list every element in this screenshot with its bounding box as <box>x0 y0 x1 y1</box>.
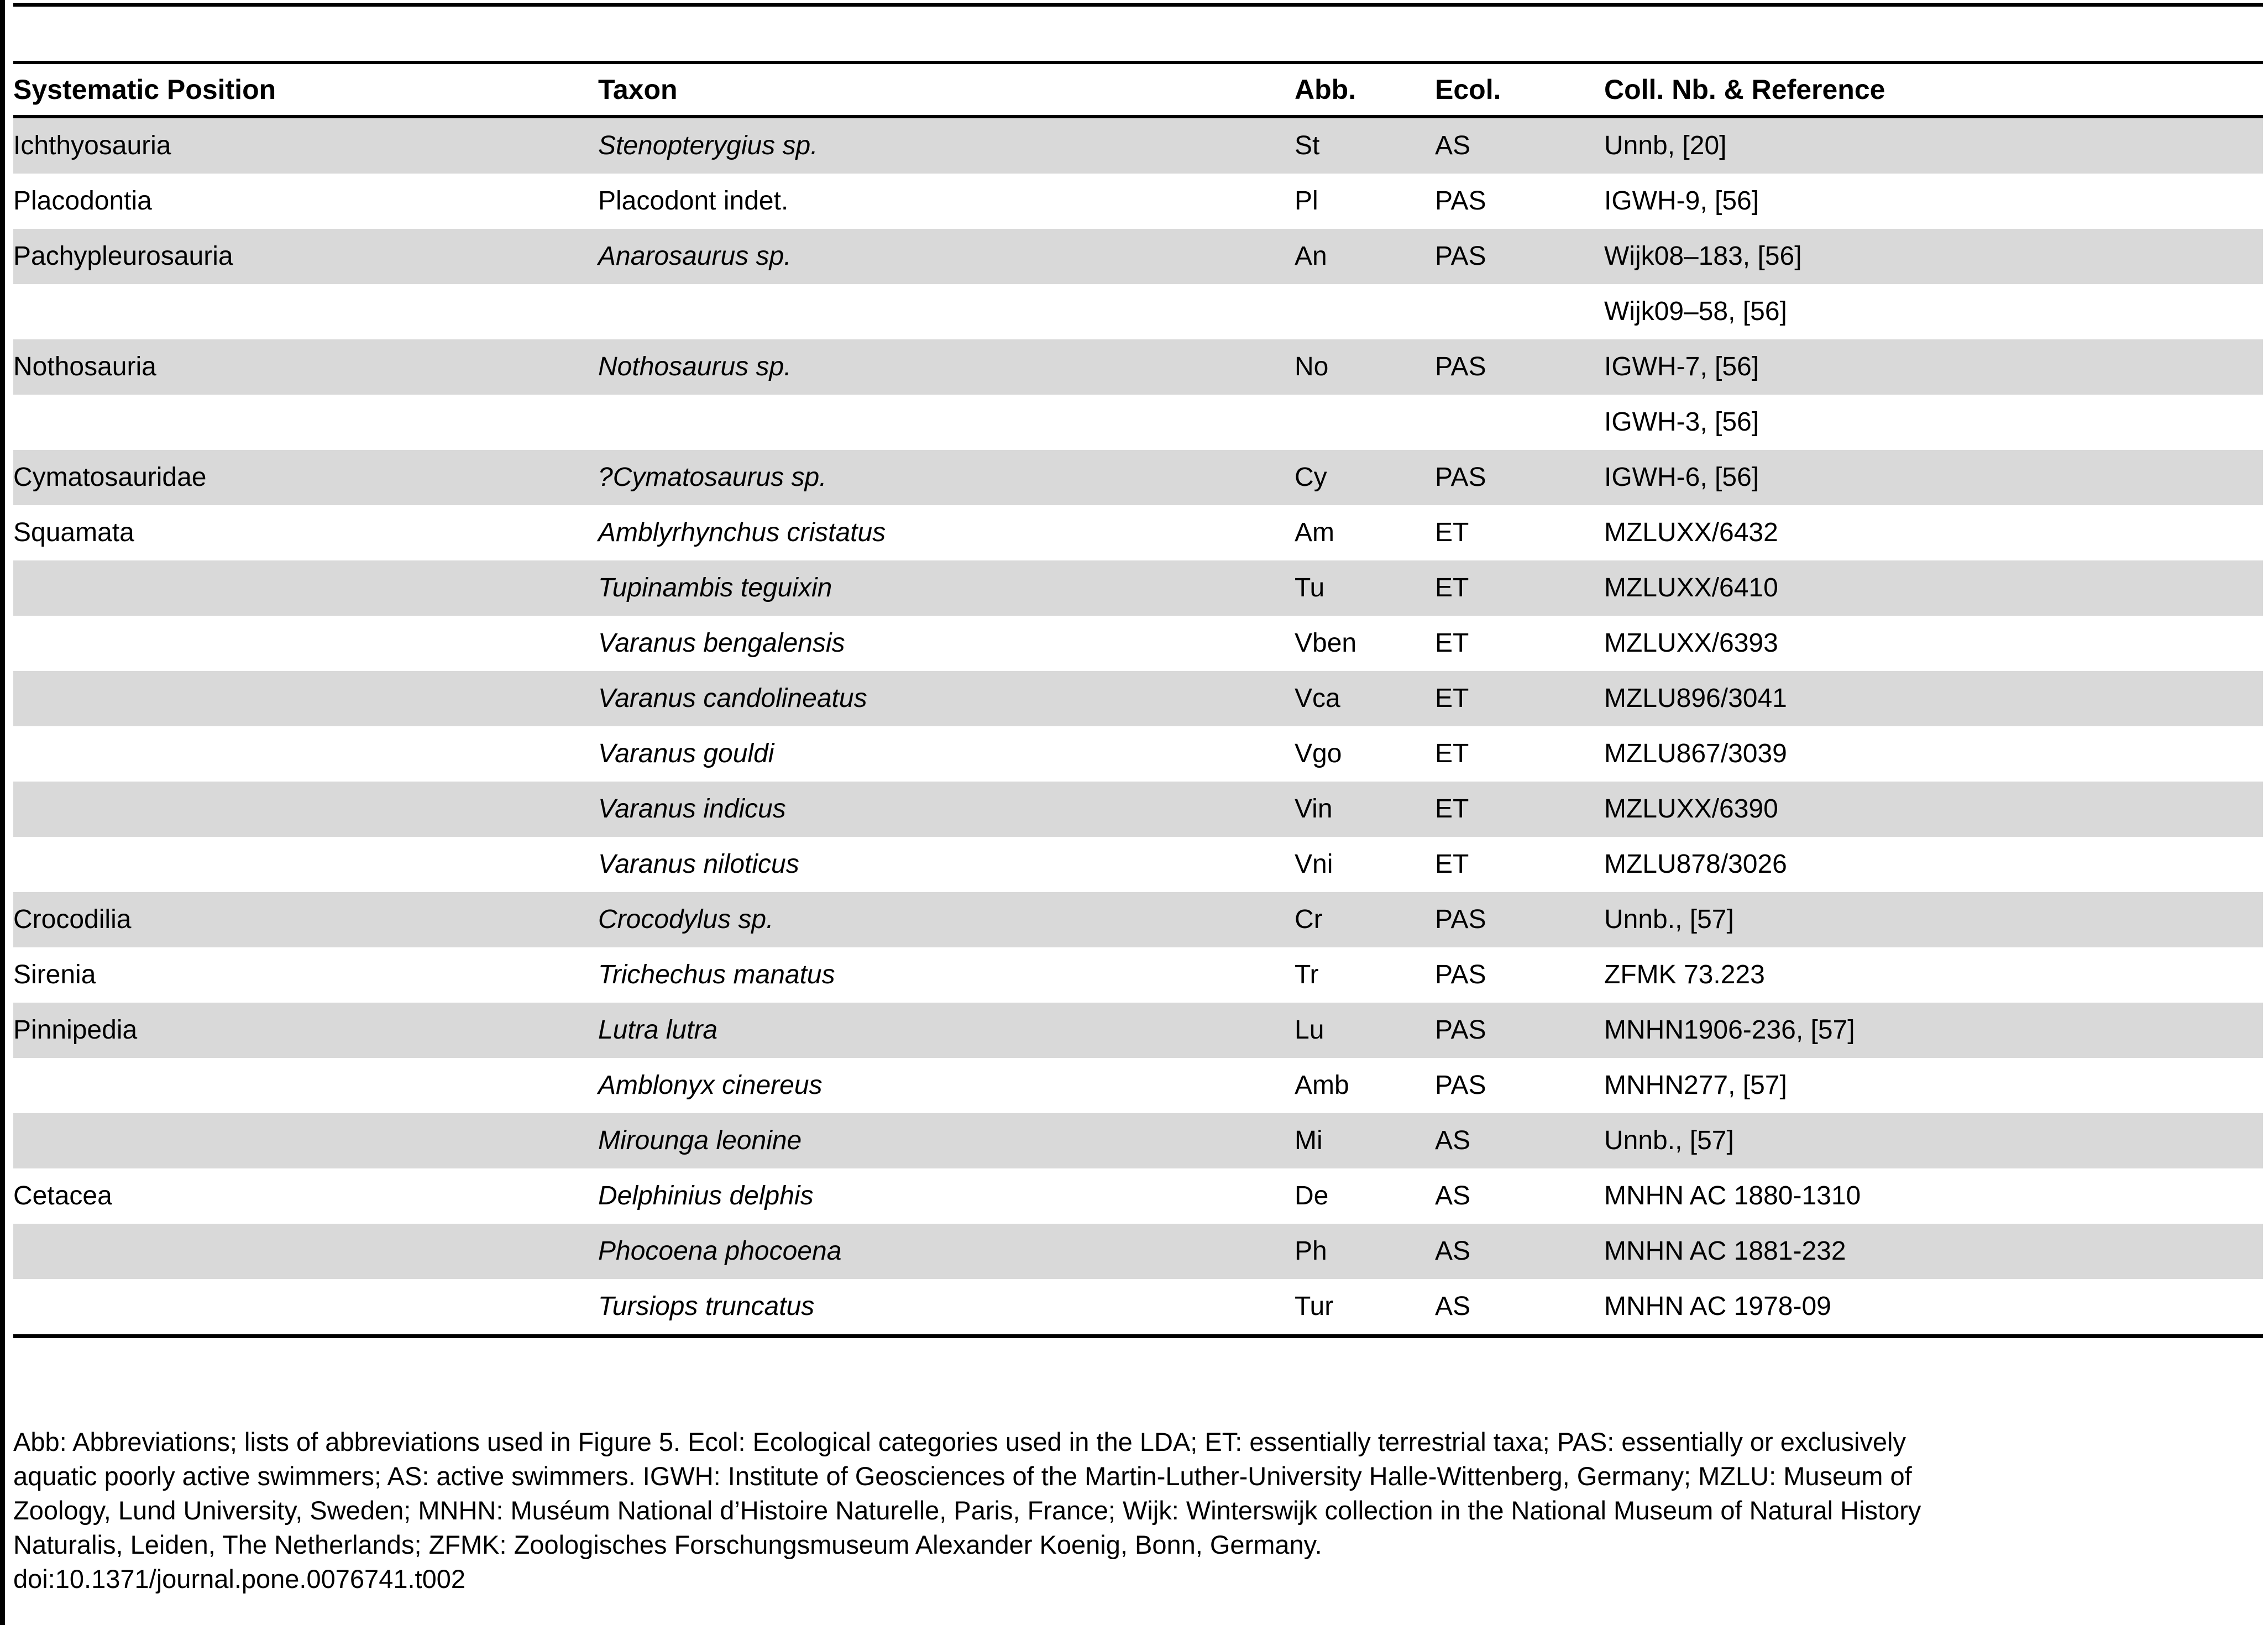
cell-abb: Mi <box>1295 1126 1323 1155</box>
cell-coll-reference: ZFMK 73.223 <box>1604 960 1765 989</box>
cell-taxon: Lutra lutra <box>598 1015 718 1045</box>
table-top-rule <box>13 3 2263 7</box>
table-row <box>13 947 2263 1003</box>
footnote-line: aquatic poorly active swimmers; AS: active swimmers. IGWH: Institute of Geosciences of the Martin-Luther-University Halle-Wittenberg, Germany; MZLU: Museum of <box>13 1461 1912 1491</box>
cell-abb: De <box>1295 1181 1329 1210</box>
cell-abb: Tur <box>1295 1292 1334 1321</box>
cell-ecol: AS <box>1435 131 1471 160</box>
cell-coll-reference: MZLU867/3039 <box>1604 739 1787 768</box>
cell-ecol: PAS <box>1435 960 1486 989</box>
cell-abb: An <box>1295 242 1327 271</box>
cell-systematic-position: Pachypleurosauria <box>13 242 233 271</box>
cell-ecol: AS <box>1435 1236 1471 1266</box>
table-row <box>13 174 2263 229</box>
cell-abb: Cr <box>1295 905 1323 934</box>
cell-ecol: AS <box>1435 1126 1471 1155</box>
cell-systematic-position: Pinnipedia <box>13 1015 138 1045</box>
cell-abb: Pl <box>1295 186 1318 216</box>
cell-taxon: Varanus bengalensis <box>598 628 845 658</box>
table-row <box>13 726 2263 782</box>
table-row <box>13 1224 2263 1279</box>
cell-abb: St <box>1295 131 1320 160</box>
cell-systematic-position: Nothosauria <box>13 352 156 381</box>
cell-taxon: Amblonyx cinereus <box>598 1071 823 1100</box>
cell-coll-reference: MZLUXX/6410 <box>1604 573 1778 602</box>
cell-ecol: AS <box>1435 1292 1471 1321</box>
cell-coll-reference: MNHN277, [57] <box>1604 1071 1787 1100</box>
table-row <box>13 395 2263 450</box>
cell-abb: Vin <box>1295 794 1333 824</box>
cell-ecol: ET <box>1435 628 1469 658</box>
cell-ecol: PAS <box>1435 242 1486 271</box>
cell-ecol: ET <box>1435 684 1469 713</box>
cell-systematic-position: Placodontia <box>13 186 152 216</box>
table-row <box>13 560 2263 616</box>
cell-coll-reference: MZLU896/3041 <box>1604 684 1787 713</box>
table-row <box>13 1168 2263 1224</box>
table-bottom-rule <box>13 1334 2263 1338</box>
cell-coll-reference: MZLUXX/6393 <box>1604 628 1778 658</box>
cell-abb: Am <box>1295 518 1334 547</box>
cell-abb: Ph <box>1295 1236 1327 1266</box>
cell-coll-reference: IGWH-7, [56] <box>1604 352 1759 381</box>
cell-coll-reference: Wijk09–58, [56] <box>1604 297 1787 326</box>
table-row <box>13 616 2263 671</box>
cell-taxon: Varanus indicus <box>598 794 786 824</box>
table-row <box>13 1279 2263 1334</box>
column-header-abb: Abb. <box>1295 74 1356 105</box>
cell-ecol: ET <box>1435 794 1469 824</box>
doi-line: doi:10.1371/journal.pone.0076741.t002 <box>13 1564 466 1593</box>
cell-coll-reference: MNHN1906-236, [57] <box>1604 1015 1855 1045</box>
table-container <box>13 0 2268 1338</box>
cell-systematic-position: Sirenia <box>13 960 96 989</box>
table-row <box>13 1003 2263 1058</box>
cell-coll-reference: IGWH-6, [56] <box>1604 463 1759 492</box>
table-row <box>13 284 2263 339</box>
cell-taxon: Mirounga leonine <box>598 1126 802 1155</box>
table-row <box>13 1058 2263 1113</box>
cell-coll-reference: Unnb., [57] <box>1604 1126 1734 1155</box>
cell-ecol: PAS <box>1435 1015 1486 1045</box>
cell-abb: Vgo <box>1295 739 1342 768</box>
cell-taxon: Varanus candolineatus <box>598 684 867 713</box>
cell-ecol: ET <box>1435 739 1469 768</box>
table-header-row <box>13 64 2268 115</box>
cell-ecol: ET <box>1435 850 1469 879</box>
cell-abb: Cy <box>1295 463 1327 492</box>
cell-ecol: ET <box>1435 518 1469 547</box>
table-row <box>13 782 2263 837</box>
left-edge-bar <box>0 0 5 1625</box>
column-header-coll-nb-reference: Coll. Nb. & Reference <box>1604 74 1885 105</box>
cell-taxon: Varanus niloticus <box>598 850 799 879</box>
header-top-gap <box>13 7 2268 61</box>
cell-taxon: Phocoena phocoena <box>598 1236 842 1266</box>
cell-systematic-position: Crocodilia <box>13 905 132 934</box>
cell-systematic-position: Squamata <box>13 518 134 547</box>
cell-coll-reference: MNHN AC 1880-1310 <box>1604 1181 1861 1210</box>
table-body <box>13 118 2268 1334</box>
cell-systematic-position: Cetacea <box>13 1181 112 1210</box>
column-header-ecol: Ecol. <box>1435 74 1501 105</box>
cell-systematic-position: Ichthyosauria <box>13 131 171 160</box>
cell-coll-reference: MZLUXX/6432 <box>1604 518 1778 547</box>
cell-taxon: Nothosaurus sp. <box>598 352 792 381</box>
cell-abb: Amb <box>1295 1071 1349 1100</box>
cell-ecol: PAS <box>1435 1071 1486 1100</box>
cell-ecol: PAS <box>1435 186 1486 216</box>
cell-systematic-position: Cymatosauridae <box>13 463 207 492</box>
cell-taxon: Tupinambis teguixin <box>598 573 832 602</box>
cell-taxon: Placodont indet. <box>598 186 789 216</box>
cell-ecol: PAS <box>1435 352 1486 381</box>
cell-ecol: ET <box>1435 573 1469 602</box>
table-row <box>13 671 2263 726</box>
cell-taxon: Anarosaurus sp. <box>598 242 792 271</box>
cell-taxon: Delphinius delphis <box>598 1181 814 1210</box>
column-header-systematic-position: Systematic Position <box>13 74 276 105</box>
cell-coll-reference: Unnb, [20] <box>1604 131 1727 160</box>
cell-abb: Lu <box>1295 1015 1324 1045</box>
cell-ecol: PAS <box>1435 463 1486 492</box>
cell-coll-reference: MZLUXX/6390 <box>1604 794 1778 824</box>
cell-taxon: Trichechus manatus <box>598 960 835 989</box>
footnote-line: Naturalis, Leiden, The Netherlands; ZFMK: Zoologisches Forschungsmuseum Alexander Koenig, Bonn, Germany. <box>13 1530 1322 1559</box>
cell-ecol: AS <box>1435 1181 1471 1210</box>
table-row <box>13 1113 2263 1168</box>
footnote-line: Abb: Abbreviations; lists of abbreviations used in Figure 5. Ecol: Ecological categories used in the LDA; ET: essentially terrestrial taxa; PAS: essentially or exclusively <box>13 1427 1906 1456</box>
table-row <box>13 118 2263 174</box>
cell-abb: Vben <box>1295 628 1357 658</box>
cell-coll-reference: Unnb., [57] <box>1604 905 1734 934</box>
cell-coll-reference: MZLU878/3026 <box>1604 850 1787 879</box>
table-row <box>13 229 2263 284</box>
table-row <box>13 505 2263 560</box>
cell-coll-reference: IGWH-3, [56] <box>1604 407 1759 437</box>
table-row <box>13 339 2263 395</box>
cell-taxon: ?Cymatosaurus sp. <box>598 463 827 492</box>
cell-taxon: Tursiops truncatus <box>598 1292 815 1321</box>
cell-coll-reference: IGWH-9, [56] <box>1604 186 1759 216</box>
cell-coll-reference: MNHN AC 1881-232 <box>1604 1236 1846 1266</box>
cell-taxon: Varanus gouldi <box>598 739 774 768</box>
cell-abb: Vca <box>1295 684 1340 713</box>
table-row <box>13 450 2263 505</box>
cell-taxon: Amblyrhynchus cristatus <box>598 518 886 547</box>
table-footnote <box>13 1425 2257 1562</box>
table-row <box>13 837 2263 892</box>
footnote-line: Zoology, Lund University, Sweden; MNHN: Muséum National d’Histoire Naturelle, Paris, France; Wijk: Winterswijk collection in the National Museum of Natural History <box>13 1496 1921 1525</box>
cell-ecol: PAS <box>1435 905 1486 934</box>
table-row <box>13 892 2263 947</box>
cell-coll-reference: MNHN AC 1978-09 <box>1604 1292 1831 1321</box>
cell-abb: No <box>1295 352 1329 381</box>
cell-abb: Vni <box>1295 850 1333 879</box>
cell-taxon: Stenopterygius sp. <box>598 131 818 160</box>
cell-coll-reference: Wijk08–183, [56] <box>1604 242 1802 271</box>
cell-abb: Tr <box>1295 960 1319 989</box>
cell-taxon: Crocodylus sp. <box>598 905 774 934</box>
column-header-taxon: Taxon <box>598 74 678 105</box>
cell-abb: Tu <box>1295 573 1325 602</box>
